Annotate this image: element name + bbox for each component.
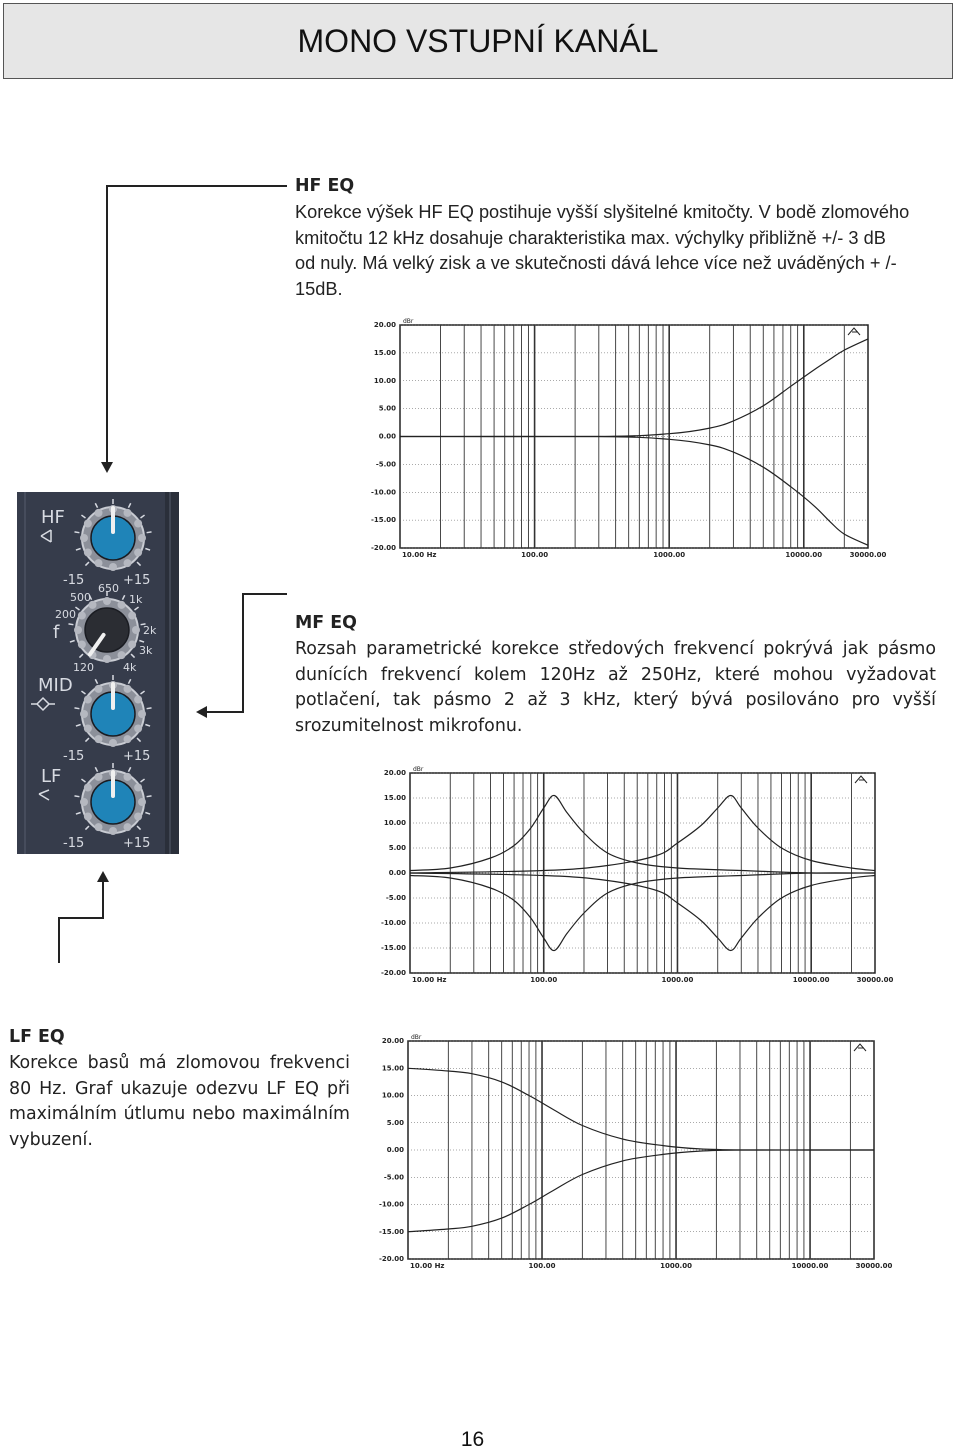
knob-grip <box>95 823 103 831</box>
lf-body: Korekce basů má zlomovou frekvenci 80 Hz. Graf ukazuje odezvu LF EQ při maximálním útlumu nebo maximálním vybuzení. <box>9 1052 350 1151</box>
knob-grip <box>109 739 117 747</box>
knob-scale-tick <box>147 532 152 533</box>
knob-grip <box>124 559 132 567</box>
knob-grip <box>95 509 103 517</box>
knob-grip <box>134 696 142 704</box>
knob-scale-tick <box>74 532 79 533</box>
knob-grip <box>134 813 142 821</box>
knob-grip <box>95 735 103 743</box>
lf-connector <box>59 880 103 963</box>
y-tick-label: 15.00 <box>373 348 396 357</box>
knob-grip <box>80 798 88 806</box>
knob-grip <box>132 626 140 634</box>
knob-scale-tick <box>147 708 152 709</box>
y-tick-label: -10.00 <box>378 1200 404 1209</box>
x-tick-label: 100.00 <box>521 551 549 559</box>
knob-grip <box>109 563 117 571</box>
mf-connector <box>205 594 287 712</box>
y-tick-label: -5.00 <box>375 460 396 469</box>
knob-grip <box>124 685 132 693</box>
x-tick-label: 10.00 Hz <box>412 976 447 984</box>
knob-grip <box>84 696 92 704</box>
knob-grip <box>95 559 103 567</box>
x-tick-label: 10000.00 <box>785 551 823 559</box>
knob-grip <box>124 773 132 781</box>
eq-panel <box>17 492 179 854</box>
hf-label: HF <box>41 507 65 528</box>
knob-grip <box>109 827 117 835</box>
y-tick-label: -15.00 <box>370 516 396 525</box>
y-tick-label: 20.00 <box>381 1037 404 1045</box>
x-tick-label: 10.00 Hz <box>402 551 437 559</box>
y-tick-label: 0.00 <box>386 1146 404 1154</box>
mf-arrowhead <box>196 706 207 718</box>
knob-grip <box>138 798 146 806</box>
mid-frequency-knob-cap[interactable] <box>85 608 129 652</box>
y-tick-label: 5.00 <box>386 1118 404 1127</box>
knob-grip <box>84 813 92 821</box>
knob-scale-tick <box>74 708 79 709</box>
lf-gain-min: -15 <box>63 836 85 851</box>
knob-grip <box>128 612 136 620</box>
y-tick-label: 10.00 <box>373 376 396 385</box>
y-axis-label: dBr <box>413 766 424 773</box>
x-tick-label: 10.00 Hz <box>410 1262 445 1270</box>
hf-heading: HF EQ <box>295 176 355 196</box>
knob-grip <box>103 655 111 663</box>
freq-tick: 120 <box>73 661 94 674</box>
mf-heading: MF EQ <box>295 613 357 633</box>
x-tick-label: 100.00 <box>528 1262 556 1270</box>
x-tick-label: 30000.00 <box>855 1262 893 1270</box>
y-axis-label: dBr <box>403 318 414 325</box>
y-tick-label: 5.00 <box>378 404 396 413</box>
hf-line: kmitočtu 12 kHz dosahuje charakteristika max. výchylky přibližně +/- 3 dB <box>295 227 886 248</box>
page-number: 16 <box>460 1428 485 1451</box>
freq-tick: 4k <box>123 661 137 674</box>
y-tick-label: -15.00 <box>380 944 406 952</box>
y-tick-label: -5.00 <box>385 894 406 902</box>
knob-grip <box>118 601 126 609</box>
y-tick-label: 15.00 <box>381 1064 404 1073</box>
hf-gain-max: +15 <box>123 573 151 588</box>
knob-grip <box>78 612 86 620</box>
x-tick-label: 10000.00 <box>791 1262 829 1270</box>
x-tick-label: 100.00 <box>530 976 558 984</box>
knob-grip <box>134 549 142 557</box>
knob-grip <box>128 641 136 649</box>
knob-grip <box>103 597 111 605</box>
y-tick-label: -20.00 <box>380 969 406 977</box>
knob-grip <box>84 520 92 528</box>
mid-gain-max: +15 <box>123 749 151 764</box>
y-tick-label: 5.00 <box>388 844 406 852</box>
knob-grip <box>134 784 142 792</box>
knob-grip <box>124 735 132 743</box>
x-tick-label: 10000.00 <box>792 976 830 984</box>
y-tick-label: -10.00 <box>370 488 396 497</box>
hf-response-chart <box>365 315 887 560</box>
knob-grip <box>74 626 82 634</box>
hf-connector <box>107 186 287 464</box>
x-tick-label: 30000.00 <box>856 976 894 984</box>
knob-grip <box>84 549 92 557</box>
y-tick-label: -15.00 <box>378 1227 404 1236</box>
f-label: f <box>53 622 60 643</box>
freq-tick: 1k <box>129 593 143 606</box>
y-tick-label: -20.00 <box>378 1255 404 1263</box>
panel-edge <box>165 492 179 854</box>
knob-grip <box>84 725 92 733</box>
freq-tick: 200 <box>55 608 76 621</box>
x-tick-label: 1000.00 <box>660 1262 692 1270</box>
lf-gain-max: +15 <box>123 836 151 851</box>
y-axis-label: dBr <box>411 1034 422 1041</box>
x-tick-label: 1000.00 <box>661 976 694 984</box>
y-tick-label: 0.00 <box>388 869 406 877</box>
mid-gain-min: -15 <box>63 749 85 764</box>
hf-gain-min: -15 <box>63 573 85 588</box>
y-tick-label: -10.00 <box>380 919 406 927</box>
knob-grip <box>134 520 142 528</box>
hf-line: Korekce výšek HF EQ postihuje vyšší slyšitelné kmitočty. V bodě zlomového <box>295 201 910 222</box>
x-tick-label: 30000.00 <box>849 551 887 559</box>
lf-arrowhead <box>97 871 109 882</box>
hf-line: 15dB. <box>295 279 343 300</box>
freq-tick: 2k <box>143 624 157 637</box>
knob-grip <box>95 685 103 693</box>
hf-line: od nuly. Má velký zisk a ve skutečnosti dává lehce více než uváděných + /- <box>295 253 897 274</box>
y-tick-label: 0.00 <box>378 432 396 441</box>
freq-tick: 3k <box>139 644 153 657</box>
knob-grip <box>124 823 132 831</box>
page-title: MONO VSTUPNÍ KANÁL <box>297 22 659 59</box>
lf-response-chart <box>370 1033 893 1273</box>
mf-body: Rozsah parametrické korekce středových frekvencí pokrývá jak pásmo dunících frekvencí kolem 120Hz až 250Hz, které mohou vyžadovat potlačení, tak pásmo 2 až 3 kHz, který bývá posilováno pro vyšší srozumitelnost mikrofonu. <box>295 638 936 737</box>
y-tick-label: 20.00 <box>383 769 406 777</box>
knob-grip <box>124 509 132 517</box>
knob-scale-tick <box>74 796 79 797</box>
knob-grip <box>134 725 142 733</box>
y-tick-label: 10.00 <box>383 819 406 827</box>
knob-grip <box>80 710 88 718</box>
knob-grip <box>95 773 103 781</box>
knob-grip <box>118 651 126 659</box>
mf-response-chart <box>370 765 894 985</box>
knob-grip <box>138 534 146 542</box>
y-tick-label: 10.00 <box>381 1091 404 1100</box>
knob-scale-tick <box>147 796 152 797</box>
lf-heading: LF EQ <box>9 1027 65 1047</box>
freq-tick: 650 <box>98 582 119 595</box>
y-tick-label: 20.00 <box>373 321 396 329</box>
mid-label: MID <box>38 675 73 696</box>
hf-arrowhead <box>101 462 113 473</box>
y-tick-label: -20.00 <box>370 544 396 552</box>
knob-grip <box>84 784 92 792</box>
knob-grip <box>78 641 86 649</box>
knob-grip <box>80 534 88 542</box>
x-tick-label: 1000.00 <box>653 551 686 559</box>
y-tick-label: -5.00 <box>383 1173 404 1182</box>
lf-label: LF <box>41 766 62 787</box>
knob-scale-tick <box>68 624 73 625</box>
freq-tick: 500 <box>70 591 91 604</box>
knob-grip <box>138 710 146 718</box>
y-tick-label: 15.00 <box>383 794 406 802</box>
